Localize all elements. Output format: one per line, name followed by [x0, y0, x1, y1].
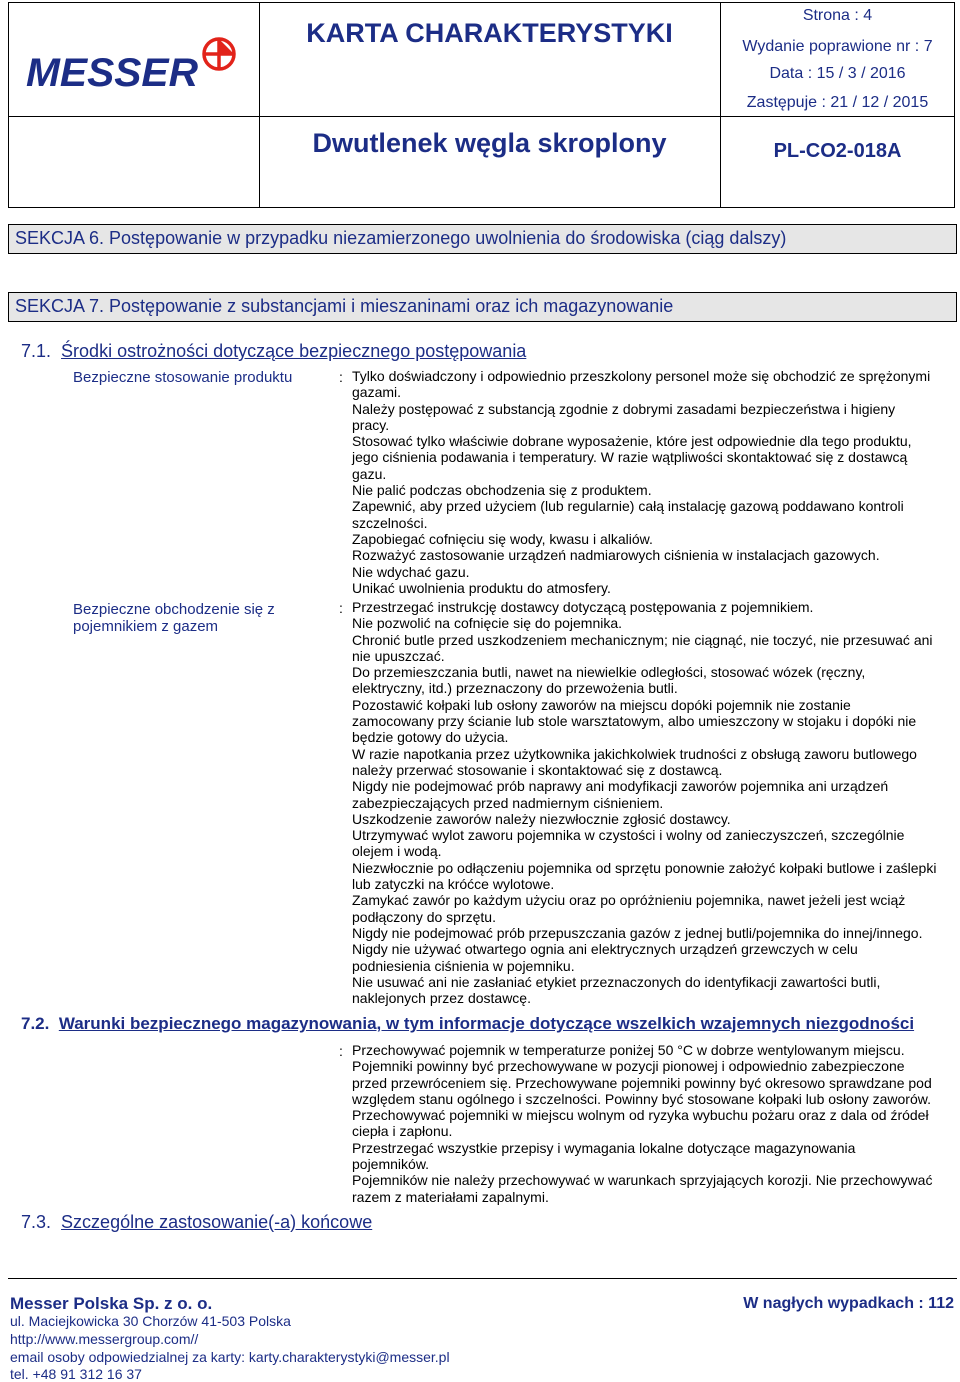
text-line: podłączony do sprzętu.: [352, 908, 496, 925]
revision: Wydanie poprawione nr : 7: [742, 38, 933, 55]
text-line: jego ciśnienia podawania i temperatury. W razie wątpliwości skontaktować się z dostawcą: [352, 449, 908, 466]
text-line: szczelności.: [352, 514, 428, 531]
text-line: lub zatyczki na króćce wylotowe.: [352, 876, 555, 893]
text-line: Tylko doświadczony i odpowiednio przeszkolony personel może się obchodzić ze sprężonymi: [352, 368, 931, 384]
section-6-heading: SEKCJA 6. Postępowanie w przypadku niezamierzonego uwolnienia do środowiska (ciąg dalszy): [8, 224, 957, 254]
page-number: Strona : 4: [802, 7, 873, 24]
subsection-number: 7.3.: [21, 1212, 52, 1232]
subsection-7-3-title: [21, 1212, 372, 1233]
text-line: należy przerwać stosowanie i skontaktować się z dostawcą.: [352, 761, 723, 778]
text-line: Przestrzegać wszystkie przepisy i wymagania lokalne dotyczące magazynowania: [352, 1139, 856, 1156]
text-line: Nie usuwać ani nie zasłaniać etykiet przeznaczonych do identyfikacji zawartości butli,: [352, 973, 881, 990]
safe-use-text: [352, 368, 952, 596]
contact-phone: tel. +48 91 312 16 37: [10, 1366, 142, 1382]
text-line: Zamykać zawór po każdym użyciu oraz po opróżnieniu pojemnika, nawet jeżeli jest wciąż: [352, 892, 906, 909]
subsection-text: Szczególne zastosowanie(-a) końcowe: [61, 1212, 373, 1232]
subsection-text: Środki ostrożności dotyczące bezpiecznego postępowania: [61, 341, 527, 361]
product-name: Dwutlenek węgla skroplony: [312, 128, 667, 158]
colon: :: [339, 1043, 343, 1059]
text-line: Zapewnić, aby przed użyciem (lub regularnie) całą instalację gazową poddawano kontroli: [352, 498, 904, 515]
text-line: Do przemieszczania butli, nawet na niewielkie odległości, stosować wózek (ręczny,: [352, 664, 866, 681]
text-line: Pojemniki powinny być przechowywane w pozycji pionowej i odpowiednio zabezpieczone: [352, 1058, 905, 1075]
footer-divider: [8, 1278, 957, 1279]
text-line: naklejonych przez dostawcę.: [352, 990, 531, 1007]
subsection-7-2-title: [21, 1014, 914, 1034]
text-line: Niezwłocznie po odłączeniu pojemnika od sprzętu ponownie założyć kołpaki butlowe i zaślepki: [352, 859, 937, 876]
text-line: nie upuszczać.: [352, 647, 445, 664]
text-line: elektryczny, itd.) przeznaczony do przewożenia butli.: [352, 680, 678, 697]
text-line: Pojemników nie należy przechowywać w warunkach sprzyjających korozji. Nie przechowywać: [352, 1172, 933, 1189]
text-line: pojemników.: [352, 1156, 430, 1173]
logo-icon: [26, 36, 241, 92]
header-divider: [8, 116, 955, 117]
text-line: W razie napotkania przez użytkownika jakichkolwiek trudności z obsługą zaworu butlowego: [352, 745, 917, 762]
emergency-number: W nagłych wypadkach : 112: [743, 1295, 954, 1312]
label-container-handling: [73, 601, 275, 635]
text-line: gazu.: [352, 465, 387, 482]
text-line: będzie gotowy do użycia.: [352, 729, 509, 746]
text-line: Uszkodzenie zaworów należy niezwłocznie zgłosić dostawcy.: [352, 810, 731, 827]
messer-logo: [26, 36, 241, 92]
company-url[interactable]: http://www.messergroup.com//: [10, 1331, 199, 1347]
text-line: gazami.: [352, 384, 402, 401]
text-line: pracy.: [352, 416, 390, 433]
label-line: pojemnikiem z gazem: [73, 618, 219, 635]
colon: :: [339, 369, 343, 385]
document-code: PL-CO2-018A: [773, 140, 902, 162]
supersedes: Zastępuje : 21 / 12 / 2015: [746, 94, 929, 111]
text-line: Rozważyć zastosowanie urządzeń nadmiarowych ciśnienia w instalacjach gazowych.: [352, 547, 880, 564]
text-line: Pozostawić kołpaki lub osłony zaworów na miejscu dopóki pojemnik nie zostanie: [352, 696, 851, 713]
text-line: Chronić butle przed uszkodzeniem mechanicznym; nie ciągnąć, nie toczyć, nie przesuwać ani: [352, 631, 933, 648]
subsection-number: 7.1.: [21, 341, 52, 361]
text-line: Nie palić podczas obchodzenia się z produktem.: [352, 482, 652, 499]
text-line: zabezpieczających przed nadmiernym ciśnieniem.: [352, 794, 664, 811]
document-title: KARTA CHARAKTERYSTYKI: [306, 18, 673, 48]
container-handling-text: [352, 599, 952, 1006]
text-line: Utrzymywać wylot zaworu pojemnika w czystości i wolny od zanieczyszczeń, szczególnie: [352, 827, 905, 844]
logo-text: MESSER: [26, 51, 199, 92]
text-line: Stosować tylko właściwie dobrane wyposażenie, które jest odpowiednie dla tego produktu,: [352, 433, 912, 450]
text-line: względem stanu ogólnego i szczelności. Powinny być stosowane kołpaki lub osłony zaworów.: [352, 1090, 931, 1107]
text-line: razem z materiałami zapalnymi.: [352, 1188, 549, 1205]
text-line: Nie wdychać gazu.: [352, 563, 470, 580]
storage-text: [352, 1042, 952, 1205]
label-line: Bezpieczne obchodzenie się z: [73, 601, 275, 618]
text-line: Zapobiegać cofnięciu się wody, kwasu i alkaliów.: [352, 530, 653, 547]
subsection-text: Warunki bezpiecznego magazynowania, w tym informacje dotyczące wszelkich wzajemnych niezgodności: [58, 1014, 915, 1033]
text-line: olejem i wodą.: [352, 843, 442, 860]
text-line: Przechowywać pojemnik w temperaturze poniżej 50 °C w dobrze wentylowanym miejscu.: [352, 1042, 905, 1058]
subsection-7-1-title: [21, 341, 526, 362]
text-line: Nigdy nie używać otwartego ognia ani elektrycznych urządzeń grzewczych w celu: [352, 941, 858, 958]
text-line: Unikać uwolnienia produktu do atmosfery.: [352, 579, 611, 596]
contact-email[interactable]: email osoby odpowiedzialnej za karty: karty.charakterystyki@messer.pl: [10, 1349, 450, 1365]
text-line: Przechowywać pojemniki w miejscu wolnym od ryzyka wybuchu pożaru oraz z dala od źródeł: [352, 1107, 929, 1124]
text-line: Należy postępować z substancją zgodnie z dobrymi zasadami bezpieczeństwa i higieny: [352, 400, 896, 417]
text-line: Przestrzegać instrukcję dostawcy dotyczącą postępowania z pojemnikiem.: [352, 599, 814, 615]
company-address: ul. Maciejkowicka 30 Chorzów 41-503 Polska: [10, 1313, 291, 1329]
text-line: przed przewróceniem się. Przechowywane pojemniki powinny być okresowo sprawdzane pod: [352, 1074, 932, 1091]
text-line: zamocowany przy ścianie lub stole warsztatowym, albo umieszczony w stojaku i dopóki nie: [352, 713, 917, 730]
text-line: podniesienia ciśnienia w pojemniku.: [352, 957, 575, 974]
section-7-heading: SEKCJA 7. Postępowanie z substancjami i mieszaninami oraz ich magazynowanie: [8, 292, 957, 322]
company-name: Messer Polska Sp. z o. o.: [10, 1294, 213, 1313]
text-line: Nigdy nie podejmować prób naprawy ani modyfikacji zaworów pojemnika ani urządzeń: [352, 778, 889, 795]
colon: :: [339, 600, 343, 616]
text-line: ciepła i zapłonu.: [352, 1123, 453, 1140]
text-line: Nigdy nie podejmować prób przepuszczania gazów z jednej butli/pojemnika do innej/innego.: [352, 924, 923, 941]
subsection-number: 7.2.: [21, 1014, 50, 1033]
label-safe-use: Bezpieczne stosowanie produktu: [73, 369, 293, 386]
issue-date: Data : 15 / 3 / 2016: [769, 65, 906, 82]
text-line: Nie pozwolić na cofnięcie się do pojemnika.: [352, 615, 623, 632]
